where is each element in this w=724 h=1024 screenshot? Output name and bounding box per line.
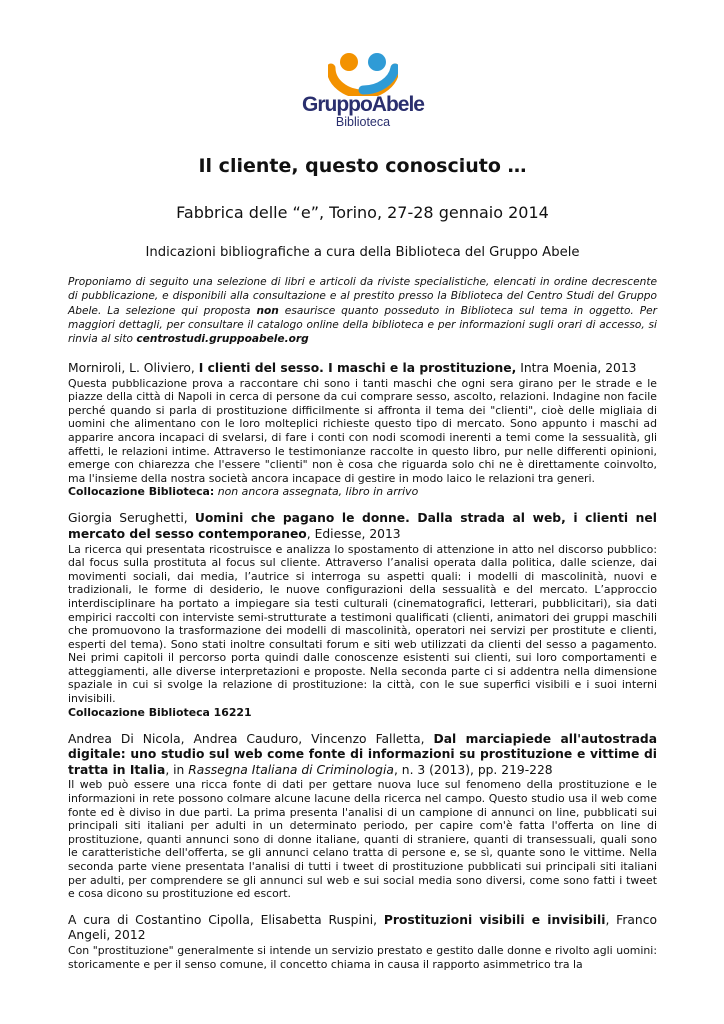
library-website-link[interactable]: centrostudi.gruppoabele.org [136,333,309,346]
logo-name: GruppoAbele [301,93,424,116]
entry-abstract: Il web può essere una ricca fonte di dati per gettare nuova luce sul fenomeno della prostituzione e le informazioni in rete possono colmare alcune lacune della ricerca nel campo. Questo studio usa il web come fonte ed è diviso in due parti. La prima presenta l'analisi di un campione di annunci on line, pubblicati sui principali siti italiani per adulti in un determinato periodo, per capire com'è fatta l'offerta on line di prostituzione, quanti annunci sono di donne italiane, quanti di straniere, quanti di transessuali, quali sono le caratteristiche dell'offerta, se gli annunci celano tratta di persone e, se sì, quante sono le vittime. Nella seconda parte viene presentata l'analisi di tutti i tweet di prostituzione pubblicati sui principali siti italiani per adulti, per comprendere se gli annunci sul web e sui social media sono diversi, come sono fatti i tweet e cosa dicono su prostituzione ed escort. [68,778,657,901]
entry-abstract: Con "prostituzione" generalmente si intende un servizio prestato e gestito dalle donne e rivolto agli uomini: storicamente e per il senso comune, il concetto chiama in causa il rapporto asimmetrico tra la [68,943,657,971]
list-item [68,511,657,719]
list-item [68,361,657,499]
bibliography-list [68,361,657,983]
intro-bold-non: non [256,304,279,317]
list-item [68,732,657,901]
gruppo-abele-logo [298,52,428,136]
entry-abstract: La ricerca qui presentata ricostruisce e analizza lo spostamento di attenzione in atto nel discorso pubblico: dal focus sulla prostituta al focus sul cliente. Attraverso l’analisi operata dalla politica, dalle scienze, dai movimenti sociali, dai media, l’autrice si interroga su aspetti quali: i modelli di mascolinità, nuovi e tradizionali, le forme di desiderio, le nuove configurazioni della sessualità e del mercato. L’approccio interdisciplinare ha portato a impiegare sia testi culturali (cinematografici, letterari, pubblicitari), sia dati empirici raccolti con interviste semi-strutturate a testimoni qualificati (clienti, animatori dei gruppi maschili che promuovono la trasformazione dei modelli di mascolinità, operatori nei servizi per prostitute e clienti, esperti del tema). Sono stati inoltre consultati forum e siti web utilizzati da clienti del sesso a pagamento. Nei primi capitoli il percorso porta quindi dalle conoscenze esistenti sui clienti, sui loro comportamenti e atteggiamenti, alle diverse interpretazioni e proposte. Nella seconda parte ci si addentra nella dimensione spaziale in cui si svolge la relazione di prostituzione: la città, con le sue superfici visibili e i suoi interni invisibili. [68,542,657,706]
list-item [68,913,657,971]
entry-heading: Morniroli, L. Oliviero, I clienti del sesso. I maschi e la prostituzione, Intra Moenia, 2013 [68,361,637,375]
page-title: Il cliente, questo conosciuto … [198,155,527,177]
logo-subtitle: Biblioteca [335,115,391,129]
curated-by-line: Indicazioni bibliografiche a cura della Biblioteca del Gruppo Abele [145,245,580,260]
entry-title: I clienti del sesso. I maschi e la prostituzione, [198,361,517,375]
entry-title: Prostituzioni visibili e invisibili [383,912,606,927]
entry-abstract: Questa pubblicazione prova a raccontare chi sono i tanti maschi che ogni sera girano per le strade e le piazze della città di Napoli in cerca di persone da cui comprare sesso, ascolto, relazioni. Indagine non facile perché quando si parla di prostituzione difficilmente si affronta il tema dei "clienti", cioè delle migliaia di uomini che alimentano con le loro molteplici richieste questo tipo di mercato. Sono appunto i maschi ad apparire ancora incapaci di svelarsi, di fare i conti con nodi scomodi inerenti a temi come la sessualità, gli affetti, le relazioni intime. Attraverso le testimonianze raccolte in questo libro, pur nelle differenti opinioni, emerge con chiarezza che l'essere "clienti" non è cosa che riguarda solo chi ne è direttamente coinvolto, ma l'insieme della nostra società ancora incapace di gestire in modo laico le relazioni tra generi. [68,376,657,485]
entry-heading: Andrea Di Nicola, Andrea Cauduro, Vincenzo Falletta, Dal marciapiede all'autostrada digitale: uno studio sul web come fonte di informazioni su prostituzione e vittime di tratta in Italia, in Rassegna Italiana di Criminologia, n. 3 (2013), pp. 219-228 [68,731,658,777]
entry-collocation: Collocazione Biblioteca: non ancora assegnata, libro in arrivo [68,485,419,499]
entry-collocation: Collocazione Biblioteca 16221 [68,705,252,719]
entry-heading: Giorgia Serughetti, Uomini che pagano le donne. Dalla strada al web, i clienti nel mercato del sesso contemporaneo, Ediesse, 2013 [68,511,657,541]
logo-figures-icon [328,52,398,96]
event-subtitle: Fabbrica delle “e”, Torino, 27-28 gennaio 2014 [176,203,549,222]
entry-title: Dal marciapiede all'autostrada digitale: uno studio sul web come fonte di informazioni su prostituzione e vittime di tratta in Italia [68,731,658,777]
entry-title: Uomini che pagano le donne. Dalla strada al web, i clienti nel mercato del sesso contemporaneo [68,511,657,541]
intro-paragraph: Proponiamo di seguito una selezione di libri e articoli da riviste specialistiche, elencati in ordine decrescente di pubblicazione, e disponibili alla consultazione e al prestito presso la Biblioteca del Centro Studi del Gruppo Abele. La selezione qui proposta non esaurisce quanto posseduto in Biblioteca sul tema in oggetto. Per maggiori dettagli, per consultare il catalogo online della biblioteca e per informazioni sugli orari di accesso, si rinvia al sito centrostudi.gruppoabele.org [68,276,657,346]
entry-heading: A cura di Costantino Cipolla, Elisabetta Ruspini, Prostituzioni visibili e invisibili, Franco Angeli, 2012 [68,912,657,943]
journal-name: Rassegna Italiana di Criminologia [188,762,394,777]
